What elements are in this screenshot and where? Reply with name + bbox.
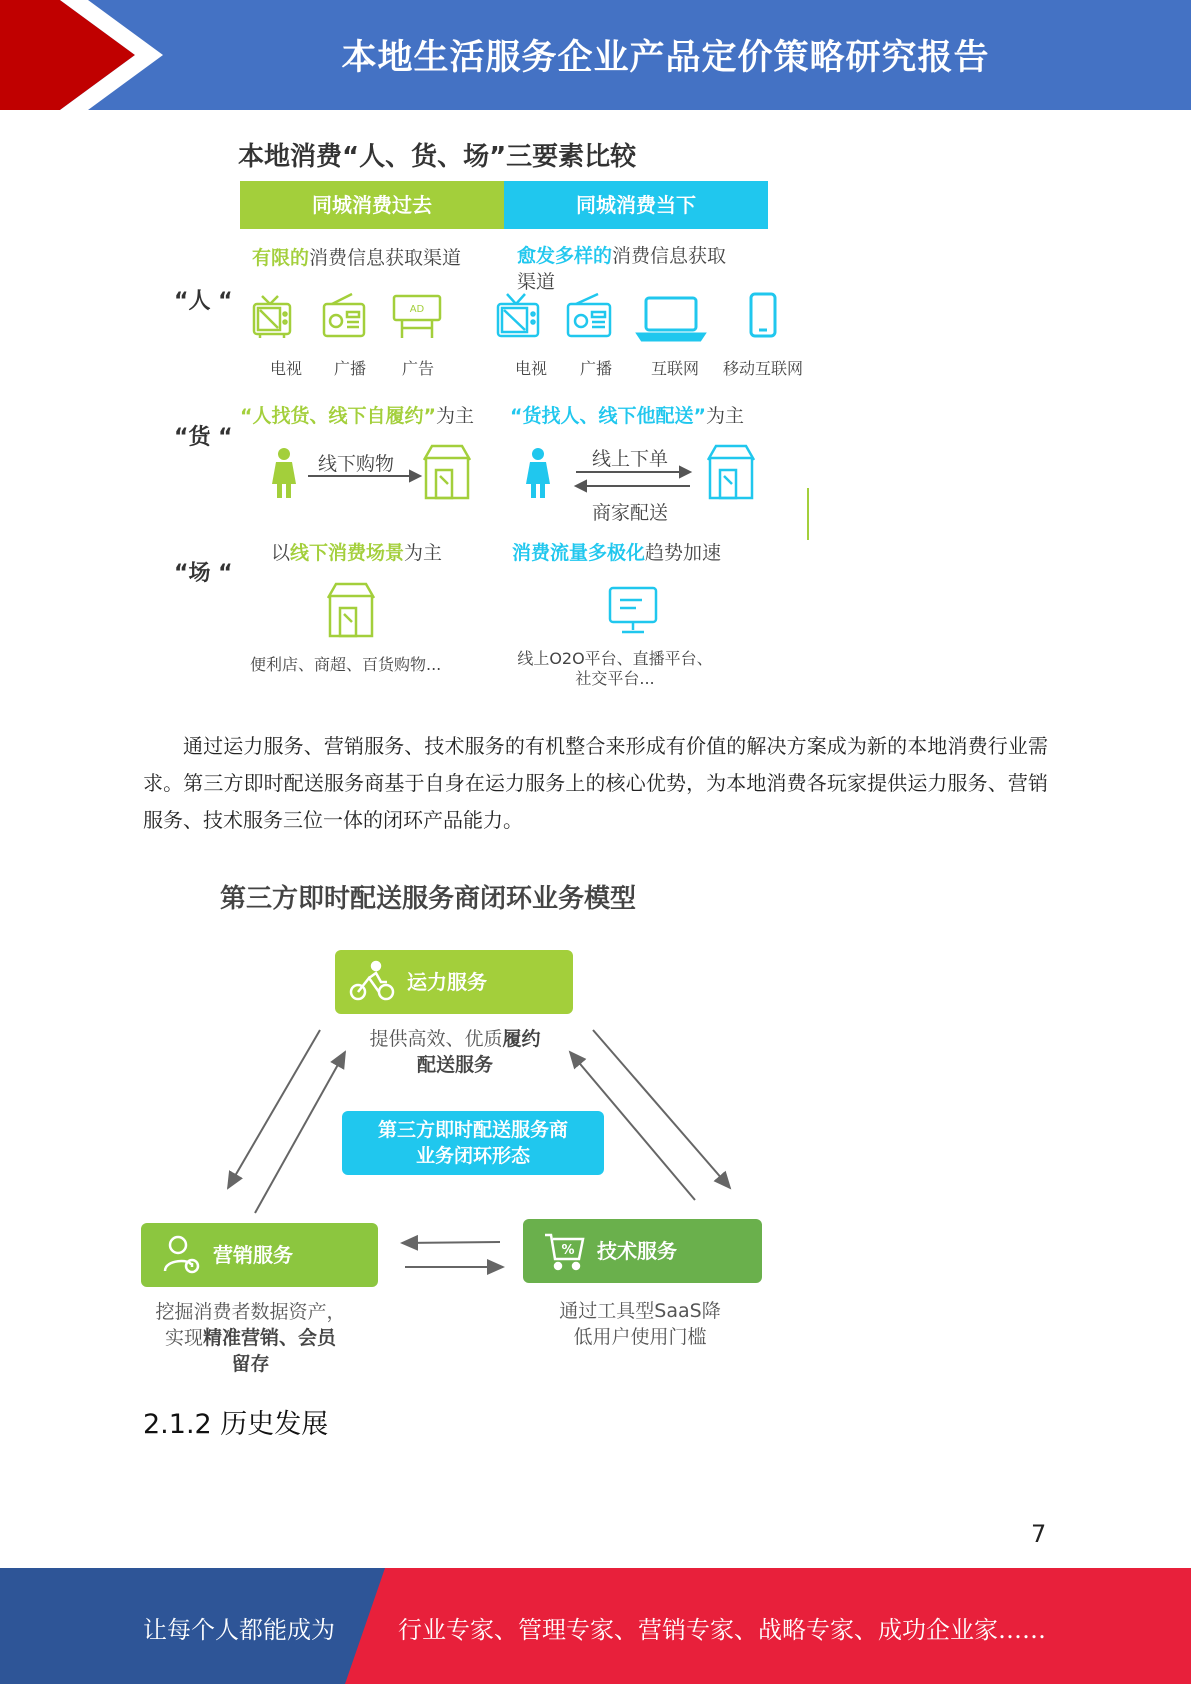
transport-service-box	[335, 950, 573, 1014]
column-header-past: 同城消费过去	[240, 181, 504, 229]
column-header-now: 同城消费当下	[504, 181, 768, 229]
user-icon	[163, 1235, 203, 1275]
goods-past-text: “人找货、线下自履约”为主	[240, 405, 474, 427]
place-now-caption-1: 线上O2O平台、直播平台、	[517, 649, 713, 668]
section-heading: 2.1.2 历史发展	[143, 1409, 329, 1440]
icon-label-tv: 电视	[269, 359, 302, 378]
transport-service-label: 运力服务	[407, 970, 487, 994]
people-past-text: 有限的消费信息获取渠道	[252, 247, 462, 269]
icon-label-ad: 广告	[401, 359, 434, 378]
percent-symbol: %	[561, 1243, 575, 1258]
place-now-text: 消费流量多极化趋势加速	[512, 542, 722, 564]
center-line-2: 业务闭环形态	[415, 1145, 530, 1167]
page-footer	[0, 1568, 1191, 1684]
page-number: 7	[1031, 1520, 1047, 1548]
goods-past-arrow-label: 线下购物	[318, 453, 395, 475]
tech-service-label: 技术服务	[597, 1239, 677, 1263]
icon-label-internet: 互联网	[650, 359, 699, 378]
tech-service-desc: 通过工具型SaaS降 低用户使用门槛	[559, 1300, 721, 1348]
closed-loop-center-box	[342, 1111, 604, 1175]
header-title: 本地生活服务企业产品定价策略研究报告	[341, 38, 990, 78]
place-past-text: 以线下消费场景为主	[271, 542, 443, 564]
row-label-place: “场 “	[174, 561, 233, 586]
goods-now-arrow-bottom-label: 商家配送	[592, 502, 669, 524]
marketing-service-desc: 挖掘消费者数据资产， 实现精准营销、会员 留存	[155, 1301, 346, 1375]
icon-label-mobile-internet: 移动互联网	[723, 359, 804, 378]
place-past-caption: 便利店、商超、百货购物...	[250, 655, 442, 674]
icon-label-radio: 广播	[579, 359, 612, 378]
row-label-goods: “货 “	[174, 425, 233, 450]
center-line-1: 第三方即时配送服务商	[377, 1119, 568, 1141]
people-now-text: 愈发多样的消费信息获取 渠道	[517, 245, 727, 293]
goods-now-arrow-top-label: 线上下单	[592, 448, 669, 470]
goods-now-text: “货找人、线下他配送”为主	[510, 405, 744, 427]
icon-label-radio: 广播	[333, 359, 366, 378]
marketing-service-box	[141, 1223, 378, 1287]
body-paragraph: 通过运力服务、营销服务、技术服务的有机整合来形成有价值的解决方案成为新的本地消费行业需求。第三方即时配送服务商基于自身在运力服务上的核心优势，为本地消费各玩家提供运力服务、营销服务、技术服务三位一体的闭环产品能力。	[143, 734, 1048, 832]
place-now-caption-2: 社交平台...	[575, 669, 655, 688]
marketing-service-label: 营销服务	[213, 1243, 293, 1267]
footer-slogan-left: 让每个人都能成为	[143, 1616, 335, 1644]
ad-label: AD	[409, 304, 425, 315]
footer-slogan-right: 行业专家、管理专家、营销专家、战略专家、成功企业家……	[398, 1616, 1046, 1644]
icon-label-tv: 电视	[514, 359, 547, 378]
figure2-title: 第三方即时配送服务商闭环业务模型	[220, 884, 637, 914]
cyclist-icon	[349, 960, 397, 1004]
shopping-cart-icon	[543, 1231, 587, 1273]
row-label-people: “人 “	[174, 289, 233, 314]
transport-service-desc: 提供高效、优质履约 配送服务	[369, 1028, 541, 1076]
tech-service-box	[523, 1219, 762, 1283]
figure1-title: 本地消费“人、货、场”三要素比较	[238, 142, 637, 172]
